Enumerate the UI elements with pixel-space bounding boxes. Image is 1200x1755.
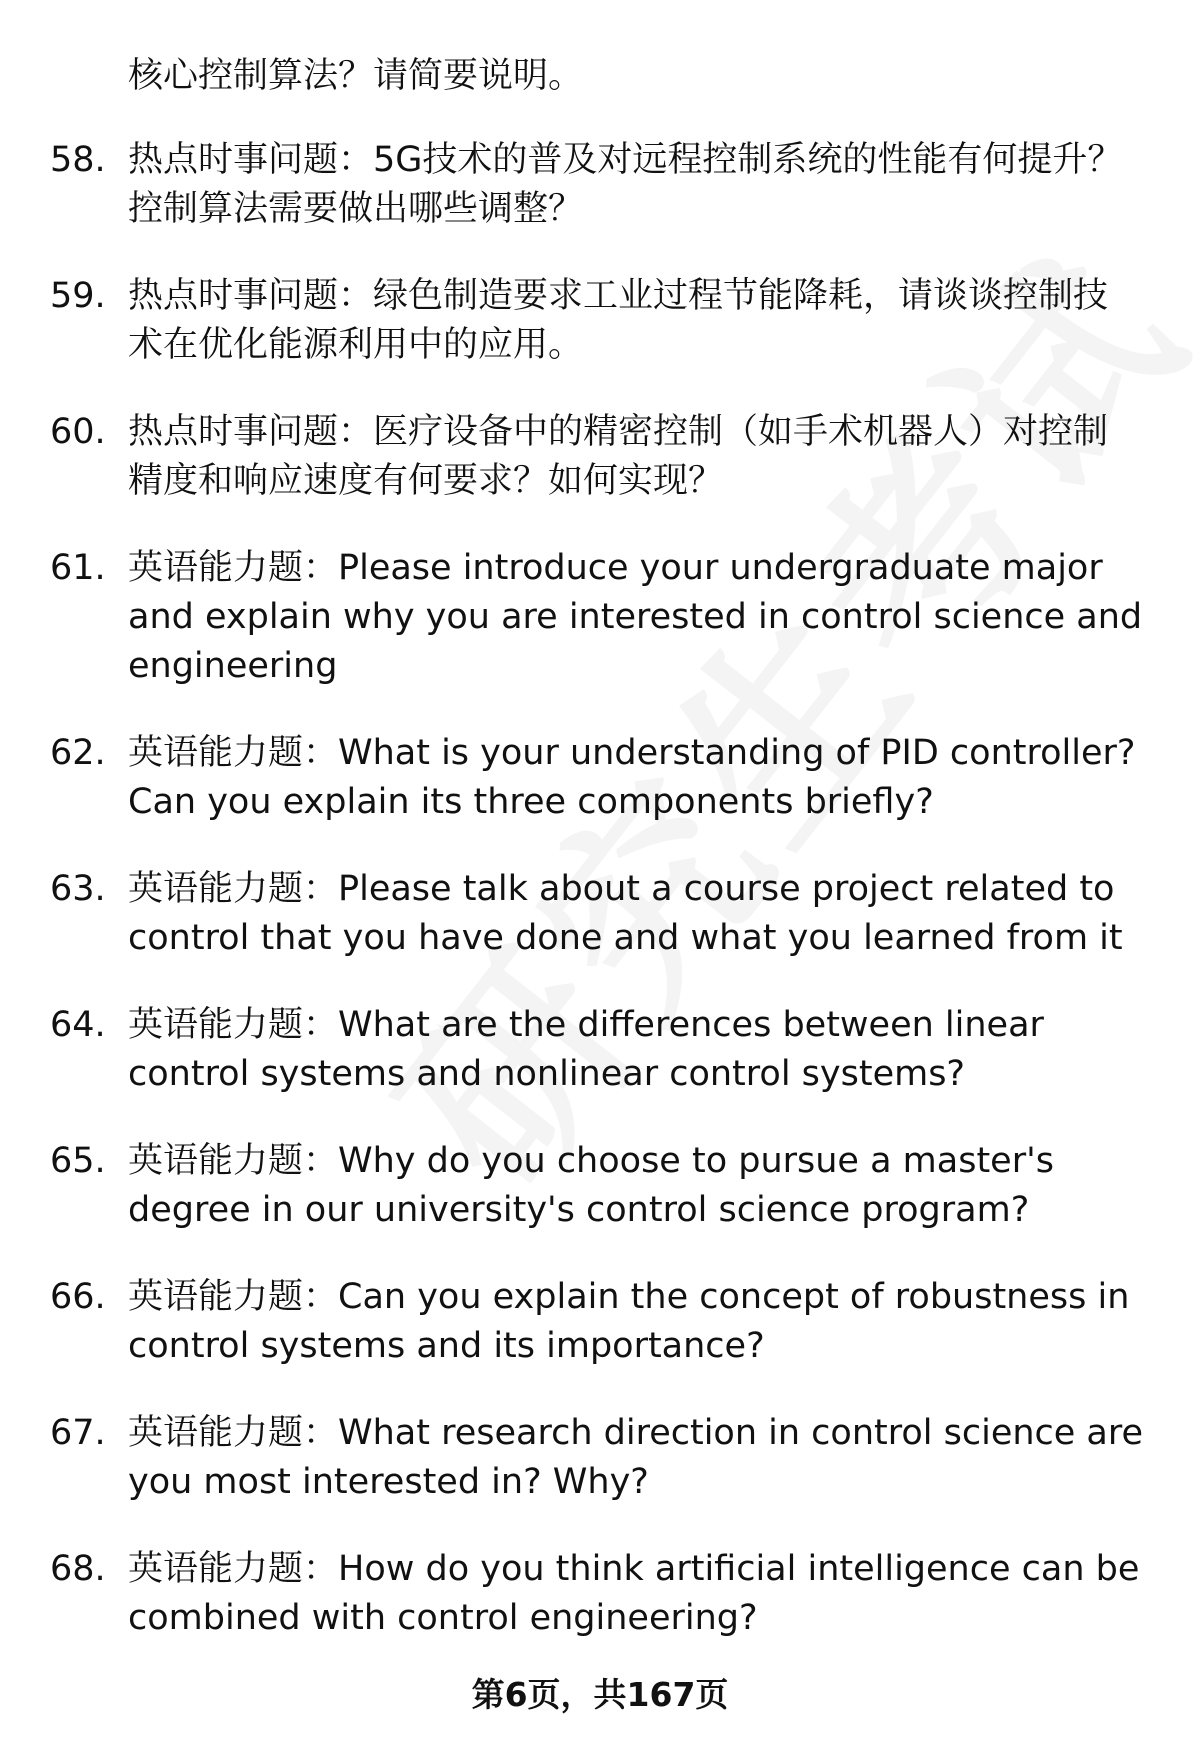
item-line: 精度和响应速度有何要求？如何实现？ (128, 461, 724, 501)
item-line: combined with control engineering? (128, 1598, 758, 1638)
item-number: 63. (50, 869, 106, 909)
item-number: 68. (50, 1549, 106, 1589)
item-line: Can you explain its three components briefly? (128, 782, 934, 822)
list-item (50, 1545, 1160, 1643)
item-number: 67. (50, 1413, 106, 1453)
item-number: 64. (50, 1005, 106, 1045)
item-number: 58. (50, 140, 106, 180)
item-line: engineering (128, 646, 338, 686)
list-item (50, 729, 1160, 827)
list-item (50, 865, 1160, 963)
item-text (128, 1001, 1160, 1099)
item-text (128, 865, 1160, 963)
item-line: 英语能力题：Why do you choose to pursue a master's (128, 1141, 1054, 1181)
item-line: you most interested in? Why? (128, 1462, 649, 1502)
item-line: 术在优化能源利用中的应用。 (128, 325, 584, 365)
item-number: 62. (50, 733, 106, 773)
item-text (128, 1545, 1160, 1643)
list-item (50, 1001, 1160, 1099)
item-line: degree in our university's control science program? (128, 1190, 1030, 1230)
item-number: 61. (50, 548, 106, 588)
item-line: 英语能力题：Please talk about a course project related to (128, 869, 1115, 909)
item-line: 英语能力题：Can you explain the concept of robustness in (128, 1277, 1130, 1317)
item-line: control systems and nonlinear control systems? (128, 1054, 966, 1094)
item-line: 控制算法需要做出哪些调整？ (128, 189, 584, 229)
item-number: 65. (50, 1141, 106, 1181)
list-item (50, 272, 1160, 370)
item-line: 英语能力题：How do you think artificial intelligence can be (128, 1549, 1140, 1589)
page-number: 第6页，共167页 (471, 1675, 729, 1714)
item-line: 英语能力题：What research direction in control science are (128, 1413, 1144, 1453)
item-text (128, 1409, 1160, 1507)
item-line: 热点时事问题：5G技术的普及对远程控制系统的性能有何提升？ (128, 140, 1123, 180)
list-item (50, 1137, 1160, 1235)
question-list (50, 52, 1160, 1643)
item-text (128, 544, 1160, 691)
item-line: and explain why you are interested in control science and (128, 597, 1143, 637)
list-item (50, 1409, 1160, 1507)
item-number: 59. (50, 276, 106, 316)
item-line: 英语能力题：Please introduce your undergraduate major (128, 548, 1103, 588)
item-line: 英语能力题：What are the differences between linear (128, 1005, 1044, 1045)
list-item (50, 544, 1160, 691)
item-text (128, 408, 1160, 506)
item-text (128, 1137, 1160, 1235)
item-line: control that you have done and what you learned from it (128, 918, 1123, 958)
item-text (128, 1273, 1160, 1371)
item-number: 60. (50, 412, 106, 452)
list-item (50, 136, 1160, 234)
item-line: 热点时事问题：医疗设备中的精密控制（如手术机器人）对控制 (128, 412, 1109, 452)
list-item (50, 408, 1160, 506)
item-text (128, 272, 1160, 370)
item-line: control systems and its importance? (128, 1326, 765, 1366)
item-text (128, 729, 1160, 827)
list-item (50, 1273, 1160, 1371)
item-line: 英语能力题：What is your understanding of PID controller? (128, 733, 1136, 773)
continuation-text: 核心控制算法？请简要说明。 (128, 56, 584, 96)
item-text (128, 136, 1160, 234)
item-number: 66. (50, 1277, 106, 1317)
item-line: 热点时事问题：绿色制造要求工业过程节能降耗，请谈谈控制技 (128, 276, 1109, 316)
